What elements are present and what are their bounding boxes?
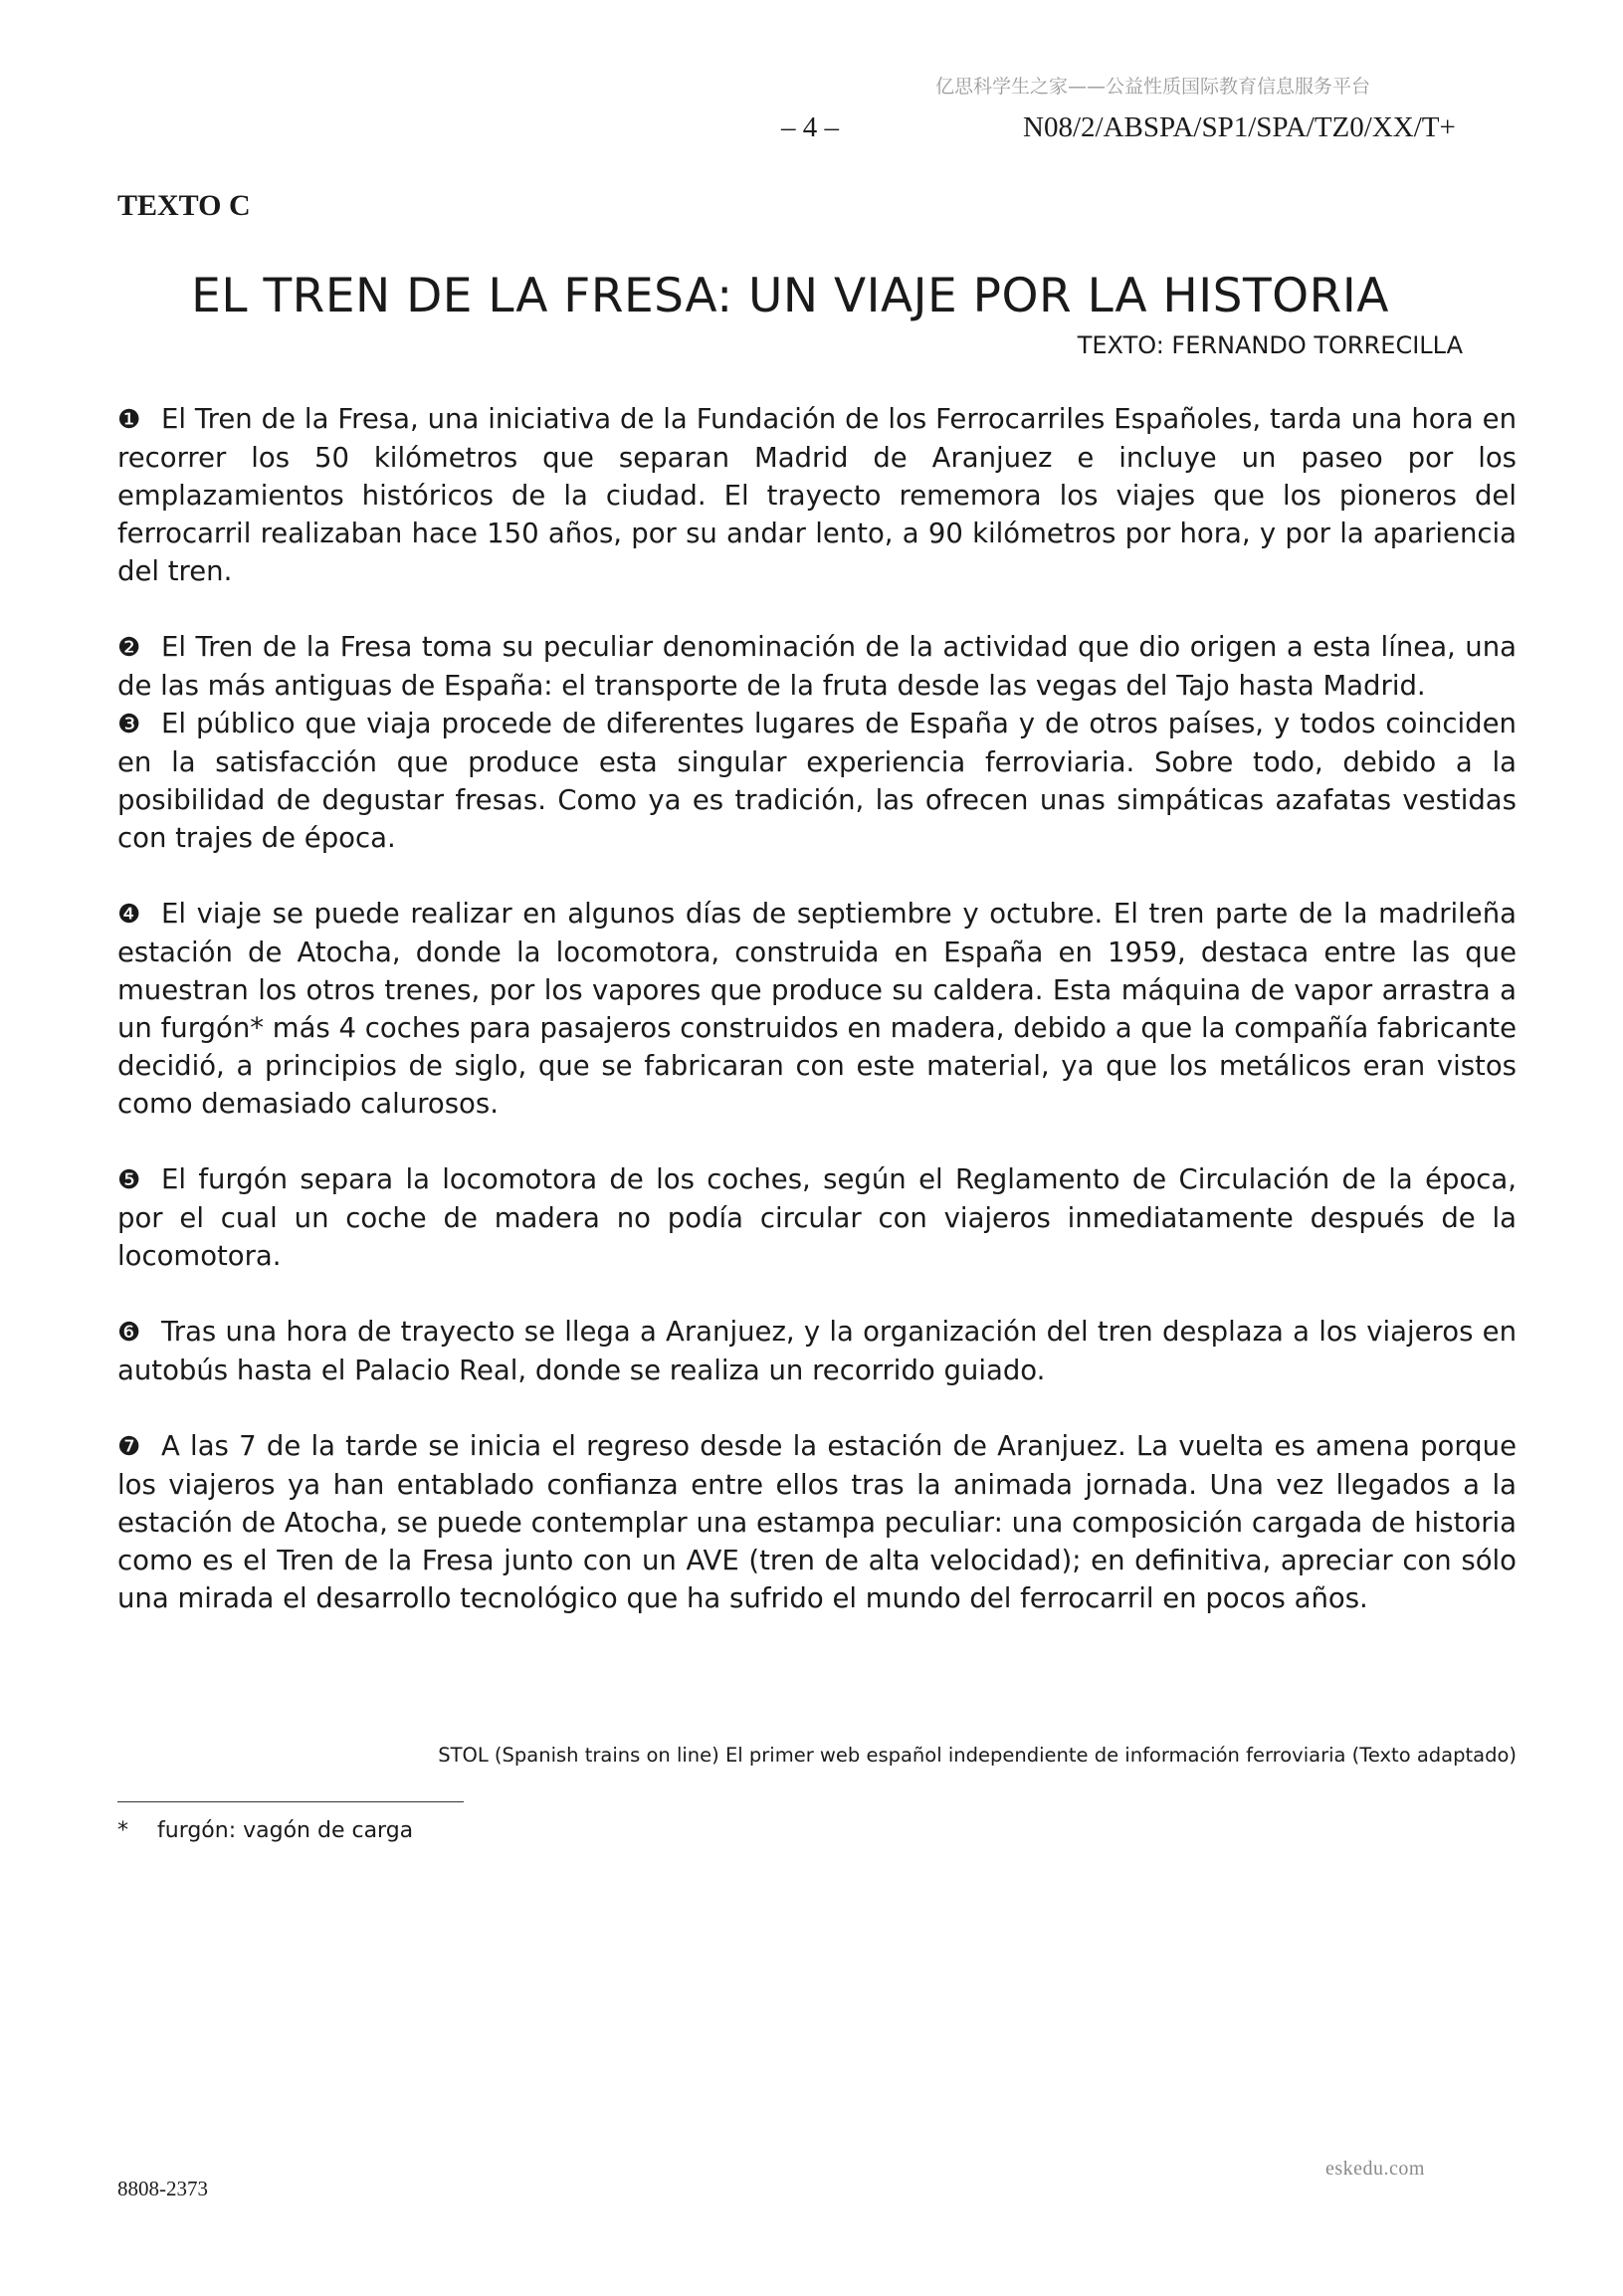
footer-page-code: 8808-2373	[117, 2177, 208, 2200]
paragraph-text-7: A las 7 de la tarde se inicia el regreso desde la estación de Aranjuez. La vuelta es amena porque los viajeros ya han entablado confianza entre ellos tras la animada jornada. Una vez llegados a la estación de Atocha, se puede contemplar una estampa peculiar: una composición cargada de historia como es el Tren de la Fresa junto con un AVE (tren de alta velocidad); en definitiva, apreciar con sólo una mirada el desarrollo tecnológico que ha sufrido el mundo del ferrocarril en pocos años.	[117, 1430, 1517, 1614]
paragraph-7	[117, 1427, 1517, 1617]
paragraph-2	[117, 628, 1517, 705]
paragraph-text-6: Tras una hora de trayecto se llega a Aranjuez, y la organización del tren desplaza a los viajeros en autobús hasta el Palacio Real, donde se realiza un recorrido guiado.	[117, 1316, 1517, 1386]
paragraph-number-7: ❼	[117, 1432, 141, 1462]
paragraph-number-5: ❺	[117, 1165, 141, 1195]
article-body	[117, 400, 1517, 1655]
paragraph-number-3: ❸	[117, 710, 141, 739]
footnote-divider	[117, 1801, 464, 1802]
paragraph-text-2: El Tren de la Fresa toma su peculiar denominación de la actividad que dio origen a esta línea, una de las más antiguas de España: el transporte de la fruta desde las vegas del Tajo hasta Madrid.	[117, 631, 1517, 702]
paragraph-6	[117, 1313, 1517, 1389]
article-author: TEXTO: FERNANDO TORRECILLA	[1077, 331, 1463, 359]
section-label: TEXTO C	[117, 189, 251, 222]
paragraph-5	[117, 1160, 1517, 1275]
paragraph-number-1: ❶	[117, 405, 141, 435]
paragraph-text-5: El furgón separa la locomotora de los coches, según el Reglamento de Circulación de la época, por el cual un coche de madera no podía circular con viajeros inmediatamente después de la locomotora.	[117, 1163, 1517, 1272]
footnote-marker: *	[117, 1818, 128, 1843]
footnote	[117, 1818, 413, 1843]
footnote-text: furgón: vagón de carga	[157, 1818, 414, 1843]
paragraph-number-6: ❻	[117, 1318, 141, 1348]
paragraph-number-4: ❹	[117, 900, 141, 930]
paragraph-text-3: El público que viaja procede de diferentes lugares de España y de otros países, y todos coinciden en la satisfacción que produce esta singular experiencia ferroviaria. Sobre todo, debido a la posibilidad de degustar fresas. Como ya es tradición, las ofrecen unas simpáticas azafatas vestidas con trajes de época.	[117, 708, 1517, 854]
source-citation: STOL (Spanish trains on line) El primer web español independiente de información ferroviaria (Texto adaptado)	[438, 1744, 1517, 1767]
footer-site: eskedu.com	[1325, 2158, 1425, 2180]
document-code: N08/2/ABSPA/SP1/SPA/TZ0/XX/T+	[1023, 111, 1456, 143]
paragraph-text-4: El viaje se puede realizar en algunos días de septiembre y octubre. El tren parte de la madrileña estación de Atocha, donde la locomotora, construida en España en 1959, destaca entre las que muestran los otros trenes, por los vapores que produce su caldera. Esta máquina de vapor arrastra a un furgón* más 4 coches para pasajeros construidos en madera, debido a que la compañía fabricante decidió, a principios de siglo, que se fabricaran con este material, ya que los metálicos eran vistos como demasiado calurosos.	[117, 898, 1517, 1120]
paragraph-text-1: El Tren de la Fresa, una iniciativa de la Fundación de los Ferrocarriles Españoles, tarda una hora en recorrer los 50 kilómetros que separan Madrid de Aranjuez e incluye un paseo por los emplazamientos históricos de la ciudad. El trayecto rememora los viajes que los pioneros del ferrocarril realizaban hace 150 años, por su andar lento, a 90 kilómetros por hora, y por la apariencia del tren.	[117, 403, 1517, 587]
page-number: – 4 –	[781, 111, 839, 143]
paragraph-4	[117, 895, 1517, 1123]
paragraph-1	[117, 400, 1517, 590]
header-watermark: 亿思科学生之家——公益性质国际教育信息服务平台	[935, 76, 1371, 98]
article-title: EL TREN DE LA FRESA: UN VIAJE POR LA HISTORIA	[191, 269, 1389, 323]
paragraph-number-2: ❷	[117, 633, 141, 663]
paragraph-3	[117, 705, 1517, 857]
